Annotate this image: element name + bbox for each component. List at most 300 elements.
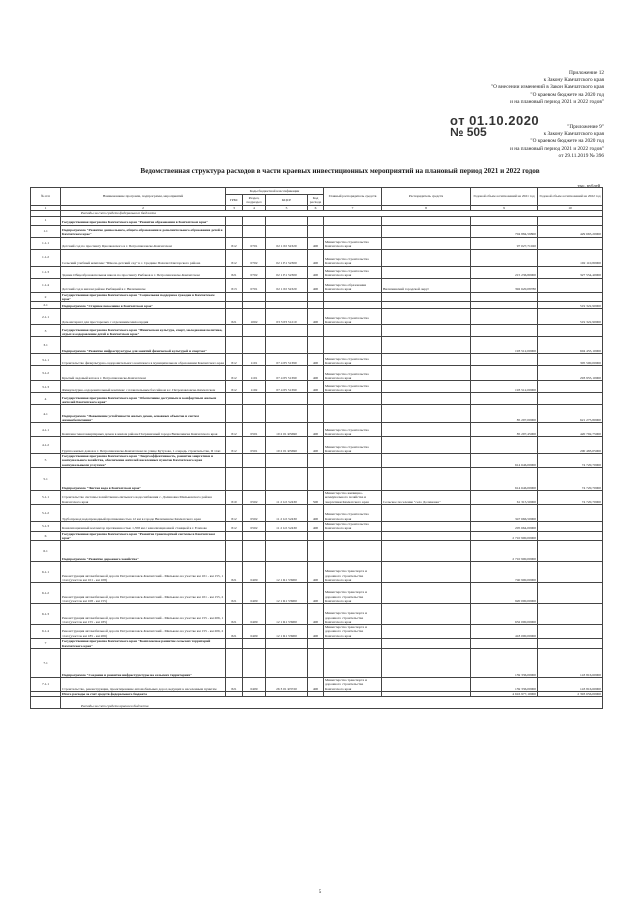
row-number: 4.1 bbox=[31, 405, 61, 423]
amount-2022: 420 792,75000 bbox=[538, 423, 603, 437]
table-row bbox=[31, 381, 603, 393]
grbs-code bbox=[226, 325, 243, 337]
chief-manager: Министерство строительства Камчатского края bbox=[324, 521, 382, 531]
target-article-code: 03 3 Р3 51210 bbox=[266, 309, 308, 325]
header-line: "О внесении изменений в Закон Камчатского края bbox=[491, 84, 604, 91]
section-code: 0409 bbox=[243, 604, 266, 625]
amount-2021 bbox=[471, 249, 538, 266]
target-article-code: 07 4 Р5 51390 bbox=[266, 381, 308, 393]
chief-manager: Министерство транспорта и дорожного строительства Камчатского края bbox=[324, 562, 382, 583]
fund-manager bbox=[382, 237, 471, 249]
row-number: 5.1.1 bbox=[31, 491, 61, 505]
row-number: 2.1.1 bbox=[31, 309, 61, 325]
table-row bbox=[31, 678, 603, 692]
row-number: 1 bbox=[31, 216, 61, 225]
table-row bbox=[31, 366, 603, 381]
amount-2022: 143 816,60000 bbox=[538, 649, 603, 678]
amount-2022: 305 500,00000 bbox=[538, 354, 603, 366]
target-article-code: 26 3 01 R3720 bbox=[266, 678, 308, 692]
expense-type-code bbox=[308, 292, 324, 302]
fund-manager bbox=[382, 354, 471, 366]
table-row bbox=[31, 302, 603, 309]
column-index-cell: 4 bbox=[243, 206, 266, 211]
target-article-code: 11 2 G5 52430 bbox=[266, 491, 308, 505]
section-code bbox=[243, 225, 266, 237]
grbs-code bbox=[226, 541, 243, 562]
amount-2022: 2 393 656,00000 bbox=[538, 691, 603, 696]
fund-manager bbox=[382, 562, 471, 583]
chief-manager bbox=[324, 454, 382, 468]
target-article-code bbox=[266, 337, 308, 354]
row-number: 5.1 bbox=[31, 468, 61, 491]
grbs-code bbox=[226, 639, 243, 649]
table-row bbox=[31, 521, 603, 531]
col-header-name: Наименование программ, подпрограмм, мероприятий bbox=[61, 188, 226, 206]
section-heading: Расходы за счет средств федерального бюджета bbox=[61, 211, 603, 216]
section-code: 0409 bbox=[243, 625, 266, 639]
table-row bbox=[31, 562, 603, 583]
amount-2022: 74 720,70000 bbox=[538, 468, 603, 491]
col-header-rz: Раздел, подраздел bbox=[243, 195, 266, 206]
header-block-2 bbox=[510, 124, 604, 160]
row-name: Подпрограмма "Развитие дошкольного, общего образования и дополнительного образования детей в Камчатском крае" bbox=[61, 225, 226, 237]
target-article-code bbox=[266, 468, 308, 491]
expense-type-code bbox=[308, 454, 324, 468]
expense-type-code bbox=[308, 302, 324, 309]
row-name: Дом-интернат для престарелых с отделением милосердия bbox=[61, 309, 226, 325]
fund-manager bbox=[382, 381, 471, 393]
amount-2022 bbox=[538, 216, 603, 225]
fund-manager bbox=[382, 249, 471, 266]
fund-manager bbox=[382, 521, 471, 531]
amount-2022 bbox=[538, 325, 603, 337]
row-name: Подпрограмма "Повышение устойчивости жилых домов, основных объектов и систем жизнеобеспечения" bbox=[61, 405, 226, 423]
amount-2021: 193 512,00000 bbox=[471, 381, 538, 393]
table-row bbox=[31, 639, 603, 649]
target-article-code: 12 1 R1 53900 bbox=[266, 625, 308, 639]
row-number: 6.1 bbox=[31, 541, 61, 562]
section-code: 0701 bbox=[243, 237, 266, 249]
expense-type-code: 400 bbox=[308, 366, 324, 381]
grbs-code: 821 bbox=[226, 309, 243, 325]
section-code bbox=[243, 468, 266, 491]
table-row bbox=[31, 697, 603, 709]
fund-manager bbox=[382, 625, 471, 639]
grbs-code: 821 bbox=[226, 625, 243, 639]
amount-2022: 327 554,40000 bbox=[538, 266, 603, 278]
amount-2021: 740 900,00000 bbox=[471, 562, 538, 583]
expense-type-code bbox=[308, 325, 324, 337]
target-article-code bbox=[266, 393, 308, 405]
row-number: 3.1.3 bbox=[31, 381, 61, 393]
chief-manager: Министерство образования Камчатского края bbox=[324, 278, 382, 292]
amount-2022: 519 322,90000 bbox=[538, 302, 603, 309]
column-index-cell: 6 bbox=[308, 206, 324, 211]
table-row bbox=[31, 405, 603, 423]
section-code: 0502 bbox=[243, 491, 266, 505]
row-name: Строительство физкультурно-оздоровительного комплекса в муниципальном образовании Камчатского края bbox=[61, 354, 226, 366]
table-row bbox=[31, 604, 603, 625]
expense-type-code bbox=[308, 649, 324, 678]
chief-manager: Министерство строительства Камчатского края bbox=[324, 354, 382, 366]
section-code: 0702 bbox=[243, 266, 266, 278]
amount-2022: 429 665,20000 bbox=[538, 225, 603, 237]
amount-2022: 519 322,90000 bbox=[538, 309, 603, 325]
fund-manager bbox=[382, 366, 471, 381]
expense-type-code: 400 bbox=[308, 604, 324, 625]
row-number: 1.1.3 bbox=[31, 266, 61, 278]
expense-type-code: 400 bbox=[308, 309, 324, 325]
amount-2022: 200 483,05000 bbox=[538, 437, 603, 454]
section-code: 0701 bbox=[243, 278, 266, 292]
row-number: 1.1.4 bbox=[31, 278, 61, 292]
table-row bbox=[31, 583, 603, 604]
column-index-cell: 10 bbox=[538, 206, 603, 211]
target-article-code: 12 1 R1 53900 bbox=[266, 604, 308, 625]
expense-type-code: 400 bbox=[308, 437, 324, 454]
amount-2021: 2 710 900,00000 bbox=[471, 541, 538, 562]
row-number: 6.1.2 bbox=[31, 583, 61, 604]
row-number: 5.1.2 bbox=[31, 504, 61, 521]
header-line: и на плановый период 2021 и 2022 годов" bbox=[510, 145, 604, 152]
amount-2021: 215 236,80000 bbox=[471, 266, 538, 278]
grbs-code bbox=[226, 216, 243, 225]
table-row bbox=[31, 393, 603, 405]
section-code: 0502 bbox=[243, 521, 266, 531]
fund-manager: Вилючинский городской округ bbox=[382, 278, 471, 292]
amount-2021: 61 315,50000 bbox=[471, 491, 538, 505]
target-article-code: 02 1 Е1 52300 bbox=[266, 249, 308, 266]
table-row bbox=[31, 266, 603, 278]
stamp-date: от 01.10.2020 bbox=[450, 113, 540, 128]
document-title: Ведомственная структура расходов в части краевых инвестиционных мероприятий на плановый период 2021 и 2022 годов bbox=[140, 167, 540, 175]
table-row bbox=[31, 504, 603, 521]
expense-type-code: 400 bbox=[308, 583, 324, 604]
section-code bbox=[243, 216, 266, 225]
expense-type-code bbox=[308, 531, 324, 541]
chief-manager bbox=[324, 541, 382, 562]
amount-2021: 418 000,00000 bbox=[471, 625, 538, 639]
chief-manager: Министерство строительства Камчатского края bbox=[324, 249, 382, 266]
amount-2021: 159 336,00000 bbox=[471, 649, 538, 678]
row-number: 6.1.1 bbox=[31, 562, 61, 583]
chief-manager: Министерство транспорта и дорожного строительства Камчатского края bbox=[324, 678, 382, 692]
row-name: Группа жилых домов в г. Петропавловске-Камчатском по улице Кутузова, 1 очередь строительства, II этап bbox=[61, 437, 226, 454]
amount-2021 bbox=[471, 354, 538, 366]
expense-type-code: 400 bbox=[308, 504, 324, 521]
page-number: 5 bbox=[318, 890, 322, 895]
row-number: 6.1.4 bbox=[31, 625, 61, 639]
chief-manager bbox=[324, 531, 382, 541]
chief-manager: Министерство строительства Камчатского края bbox=[324, 423, 382, 437]
table-row bbox=[31, 237, 603, 249]
amount-2022 bbox=[538, 639, 603, 649]
amount-2021: 97 027,71020 bbox=[471, 237, 538, 249]
chief-manager bbox=[324, 405, 382, 423]
row-name: Строительство, реконструкция, проектирование автомобильных дорог, ведущих к населенным пунктам bbox=[61, 678, 226, 692]
fund-manager bbox=[382, 225, 471, 237]
row-name: Государственная программа Камчатского края "Развитие транспортной системы в Камчатском крае" bbox=[61, 531, 226, 541]
chief-manager: Министерство жилищно-коммунального хозяйства и энергетики Камчатского края bbox=[324, 491, 382, 505]
row-number: 1.1.1 bbox=[31, 237, 61, 249]
amount-2021 bbox=[471, 309, 538, 325]
amount-2021: 4 616 977,10000 bbox=[471, 691, 538, 696]
chief-manager: Министерство транспорта и дорожного строительства Камчатского края bbox=[324, 625, 382, 639]
amount-2021: 205 664,00000 bbox=[471, 521, 538, 531]
chief-manager bbox=[324, 468, 382, 491]
target-article-code bbox=[266, 325, 308, 337]
target-article-code bbox=[266, 302, 308, 309]
amount-2021: 85 297,00000 bbox=[471, 405, 538, 423]
section-code: 0501 bbox=[243, 437, 266, 454]
fund-manager bbox=[382, 604, 471, 625]
grbs-code: 812 bbox=[226, 366, 243, 381]
row-number: 1.1 bbox=[31, 225, 61, 237]
grbs-code bbox=[226, 468, 243, 491]
section-code: 1101 bbox=[243, 366, 266, 381]
row-number: 4 bbox=[31, 393, 61, 405]
row-name: Подпрограмма "Развитие инфраструктуры для занятий физической культурой и спортом" bbox=[61, 337, 226, 354]
fund-manager bbox=[382, 541, 471, 562]
row-name: Государственная программа Камчатского края "Физическая культура, спорт, молодежная политика, отдых и оздоровление детей в Камчатском крае" bbox=[61, 325, 226, 337]
row-name: Физкультурно-оздоровительный комплекс с плавательным бассейном в г. Петропавловске-Камчатском bbox=[61, 381, 226, 393]
section-code: 0502 bbox=[243, 504, 266, 521]
table-row bbox=[31, 325, 603, 337]
amount-2022 bbox=[538, 393, 603, 405]
amount-2022 bbox=[538, 381, 603, 393]
amount-2021: 920 000,00000 bbox=[471, 583, 538, 604]
header-line: "Приложение 9" bbox=[567, 124, 604, 130]
expense-type-code: 400 bbox=[308, 562, 324, 583]
chief-manager bbox=[324, 302, 382, 309]
expense-type-code: 400 bbox=[308, 625, 324, 639]
amount-2021 bbox=[471, 216, 538, 225]
amount-2021: 392 620,08780 bbox=[471, 278, 538, 292]
row-name: Государственная программа Камчатского края "Социальная поддержка граждан в Камчатском крае" bbox=[61, 292, 226, 302]
amount-2022 bbox=[538, 562, 603, 583]
expenditure-table bbox=[30, 187, 603, 709]
row-number: 3 bbox=[31, 325, 61, 337]
row-name: Государственная программа Камчатского края "Развитие образования в Камчатском крае" bbox=[61, 216, 226, 225]
amount-2022: 293 955,10000 bbox=[538, 366, 603, 381]
target-article-code bbox=[266, 531, 308, 541]
expense-type-code bbox=[308, 337, 324, 354]
expense-type-code bbox=[308, 639, 324, 649]
fund-manager bbox=[382, 292, 471, 302]
row-name: Подпрограмма "Развитие дорожного хозяйства" bbox=[61, 541, 226, 562]
units-label: тыс. рублей bbox=[577, 183, 600, 188]
row-name: Комплекс многоквартирных домов в жилом районе Пограничный города Вилючинска Камчатского края bbox=[61, 423, 226, 437]
target-article-code bbox=[266, 541, 308, 562]
expense-type-code bbox=[308, 393, 324, 405]
row-number: 3.1 bbox=[31, 337, 61, 354]
chief-manager bbox=[324, 649, 382, 678]
amount-2022: 74 720,70000 bbox=[538, 491, 603, 505]
expense-type-code: 400 bbox=[308, 249, 324, 266]
row-name: Крытый ледовый каток в г. Петропавловске-Камчатском bbox=[61, 366, 226, 381]
fund-manager bbox=[382, 649, 471, 678]
col-header-grbs: ГРБС bbox=[226, 195, 243, 206]
amount-2022 bbox=[538, 625, 603, 639]
expense-type-code bbox=[308, 405, 324, 423]
amount-2021: 632 000,00000 bbox=[471, 604, 538, 625]
row-number: 7 bbox=[31, 639, 61, 649]
row-number: 3.1.1 bbox=[31, 354, 61, 366]
fund-manager bbox=[382, 423, 471, 437]
fund-manager bbox=[382, 468, 471, 491]
section-code bbox=[243, 454, 266, 468]
header-line: к Закону Камчатского края bbox=[543, 77, 604, 84]
target-article-code: 07 4 Р5 51390 bbox=[266, 366, 308, 381]
amount-2022 bbox=[538, 541, 603, 562]
table-row bbox=[31, 491, 603, 505]
amount-2022: 143 816,60000 bbox=[538, 678, 603, 692]
amount-2021: 159 336,00000 bbox=[471, 678, 538, 692]
target-article-code: 12 1 R1 53900 bbox=[266, 562, 308, 583]
table-row bbox=[31, 292, 603, 302]
section-code: 1002 bbox=[243, 309, 266, 325]
fund-manager bbox=[382, 531, 471, 541]
amount-2021: 85 297,45000 bbox=[471, 423, 538, 437]
row-number: 1.1.2 bbox=[31, 249, 61, 266]
table-row bbox=[31, 454, 603, 468]
chief-manager: Министерство транспорта и дорожного строительства Камчатского края bbox=[324, 604, 382, 625]
expense-type-code bbox=[308, 216, 324, 225]
col-header-ksr: КЦСР bbox=[266, 195, 308, 206]
section-code: 0409 bbox=[243, 562, 266, 583]
chief-manager: Министерство транспорта и дорожного строительства Камчатского края bbox=[324, 583, 382, 604]
table-row bbox=[31, 625, 603, 639]
amount-2021 bbox=[471, 325, 538, 337]
section-code bbox=[243, 292, 266, 302]
target-article-code: 02 1 Е1 52300 bbox=[266, 266, 308, 278]
row-name: Трубопровод водопроводный протяженностью 12 км в городе Вилючинске Камчатского края bbox=[61, 504, 226, 521]
column-index-cell: 8 bbox=[382, 206, 471, 211]
amount-2022 bbox=[538, 531, 603, 541]
fund-manager bbox=[382, 337, 471, 354]
grbs-code bbox=[226, 531, 243, 541]
section-code: 1101 bbox=[243, 354, 266, 366]
grbs-code: 821 bbox=[226, 678, 243, 692]
table-row bbox=[31, 354, 603, 366]
target-article-code bbox=[266, 649, 308, 678]
fund-manager bbox=[382, 302, 471, 309]
amount-2022 bbox=[538, 604, 603, 625]
column-index-cell: 2 bbox=[61, 206, 226, 211]
table-row bbox=[31, 225, 603, 237]
chief-manager bbox=[324, 393, 382, 405]
chief-manager bbox=[324, 292, 382, 302]
expense-type-code: 400 bbox=[308, 278, 324, 292]
section-code: 1102 bbox=[243, 381, 266, 393]
amount-2022 bbox=[538, 504, 603, 521]
table-row bbox=[31, 337, 603, 354]
row-name: Государственная программа Камчатского края "Энергоэффективность, развитие энергетики и коммунального хозяйства, обеспечение жителей населенных пунктов Камчатского края коммунальными услугами" bbox=[61, 454, 226, 468]
chief-manager: Министерство строительства Камчатского края bbox=[324, 504, 382, 521]
row-name: Реконструкция автомобильной дороги Петропавловск-Камчатский - Мильково на участке км 155 - км 206, 2 этап (участок км 185 - км 206) bbox=[61, 625, 226, 639]
fund-manager bbox=[382, 437, 471, 454]
fund-manager bbox=[382, 216, 471, 225]
row-number bbox=[31, 697, 61, 709]
row-number: 5 bbox=[31, 454, 61, 468]
grbs-code: 810 bbox=[226, 491, 243, 505]
target-article-code: 02 1 Р2 52320 bbox=[266, 278, 308, 292]
row-number: 6 bbox=[31, 531, 61, 541]
table-row bbox=[31, 437, 603, 454]
fund-manager bbox=[382, 504, 471, 521]
expense-type-code: 500 bbox=[308, 491, 324, 505]
grbs-code bbox=[226, 337, 243, 354]
fund-manager bbox=[382, 309, 471, 325]
header-line: Приложение 12 bbox=[568, 70, 604, 76]
amount-2022: 74 720,70000 bbox=[538, 454, 603, 468]
grbs-code: 821 bbox=[226, 583, 243, 604]
table-row bbox=[31, 541, 603, 562]
row-number: 2 bbox=[31, 292, 61, 302]
row-name: Строительство системы хозяйственно-питьевого водоснабжения с. Долиновка Мильковского района Камчатского края bbox=[61, 491, 226, 505]
fund-manager bbox=[382, 639, 471, 649]
grbs-code bbox=[226, 225, 243, 237]
fund-manager bbox=[382, 454, 471, 468]
section-code bbox=[243, 325, 266, 337]
col-header-2021: Годовой объем ассигнований на 2021 год bbox=[471, 188, 538, 206]
amount-2021 bbox=[471, 292, 538, 302]
table-row bbox=[31, 216, 603, 225]
section-code bbox=[243, 649, 266, 678]
grbs-code: 812 bbox=[226, 437, 243, 454]
chief-manager: Министерство строительства Камчатского края bbox=[324, 266, 382, 278]
amount-2021 bbox=[471, 302, 538, 309]
column-index-cell: 7 bbox=[324, 206, 382, 211]
target-article-code bbox=[266, 225, 308, 237]
section-code bbox=[243, 405, 266, 423]
row-number: 7.1.1 bbox=[31, 678, 61, 692]
section-code bbox=[243, 531, 266, 541]
header-line: к Закону Камчатского края bbox=[543, 131, 604, 138]
amount-2021 bbox=[471, 639, 538, 649]
amount-2021 bbox=[471, 393, 538, 405]
amount-2021: 614 646,00000 bbox=[471, 454, 538, 468]
header-line: "О краевом бюджете на 2020 год bbox=[530, 138, 604, 145]
chief-manager bbox=[324, 225, 382, 237]
amount-2022: 102 110,80000 bbox=[538, 249, 603, 266]
column-index-cell: 3 bbox=[226, 206, 243, 211]
target-article-code: 10 2 01 R5690 bbox=[266, 423, 308, 437]
amount-2022: 621 275,80000 bbox=[538, 405, 603, 423]
table-row bbox=[31, 468, 603, 491]
fund-manager bbox=[382, 325, 471, 337]
target-article-code: 10 2 01 R5690 bbox=[266, 437, 308, 454]
fund-manager bbox=[382, 583, 471, 604]
grbs-code: 812 bbox=[226, 354, 243, 366]
grbs-code bbox=[226, 302, 243, 309]
expense-type-code: 400 bbox=[308, 678, 324, 692]
column-index-cell: 1 bbox=[31, 206, 61, 211]
row-name: Реконструкция автомобильной дороги Петропавловск-Камчатский - Мильково на участке км 101 - км 155, 2 этап (участок км 108 - км 155) bbox=[61, 583, 226, 604]
row-name: Здание Общеобразовательная школа по проспекту Рыбаков в г. Петропавловске-Камчатском bbox=[61, 266, 226, 278]
table-row bbox=[31, 278, 603, 292]
col-header-num: № п/п bbox=[31, 188, 61, 206]
table-row bbox=[31, 531, 603, 541]
grbs-code bbox=[226, 393, 243, 405]
target-article-code bbox=[266, 405, 308, 423]
grbs-code bbox=[226, 454, 243, 468]
target-article-code bbox=[266, 639, 308, 649]
section-code: 0409 bbox=[243, 583, 266, 604]
row-name: Государственная программа Камчатского края "Обеспечение доступным и комфортным жильем жителей Камчатского края" bbox=[61, 393, 226, 405]
section-code bbox=[243, 541, 266, 562]
amount-2022 bbox=[538, 278, 603, 292]
